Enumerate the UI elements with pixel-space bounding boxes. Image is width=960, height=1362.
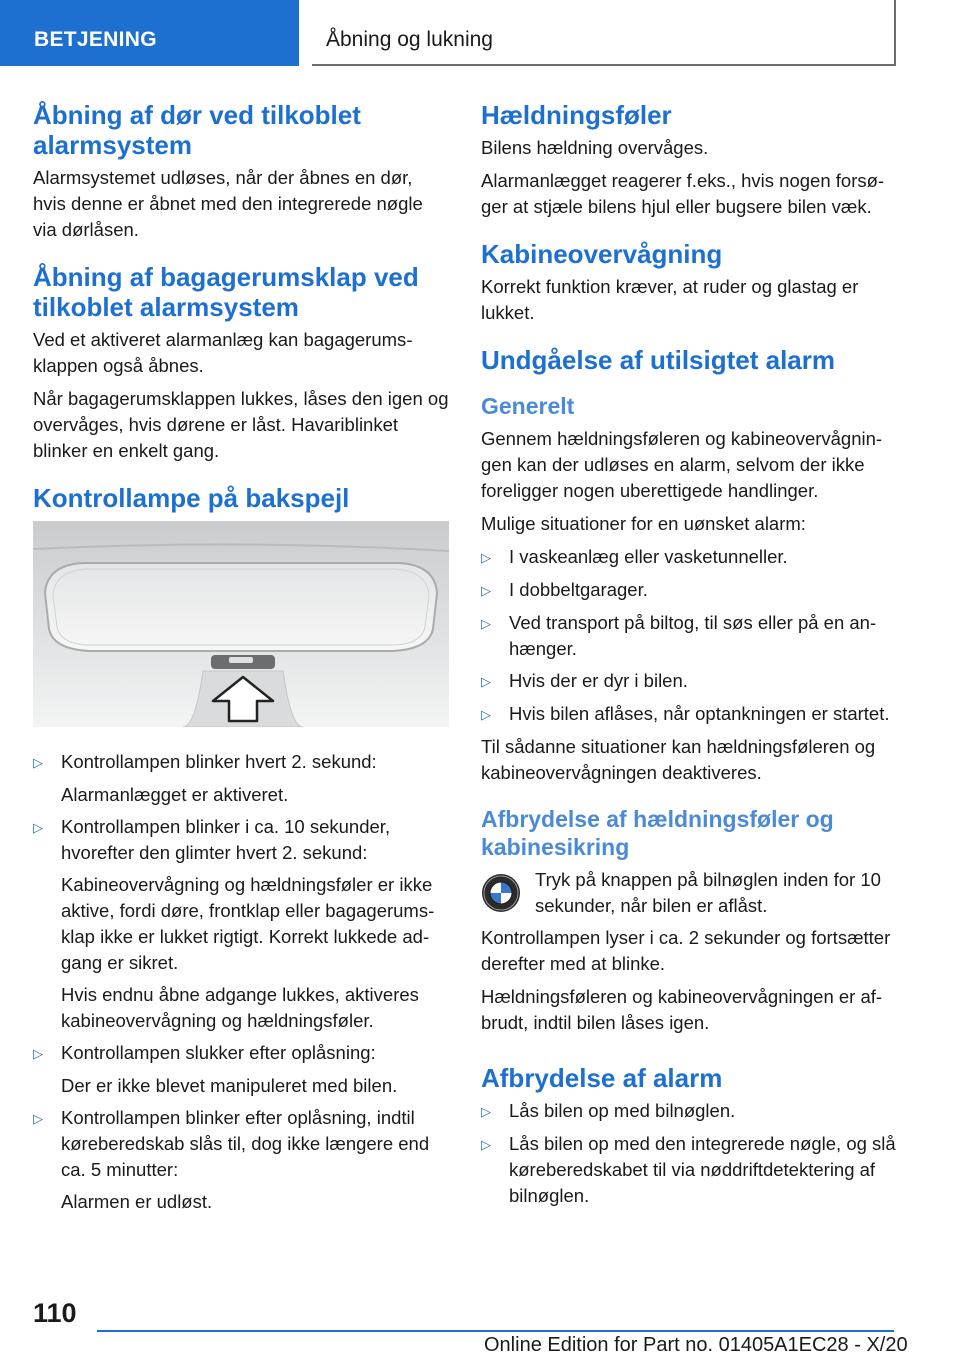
heading-tilt-sensor: Hældningsføler <box>481 100 672 130</box>
paragraph: Hældningsføleren og kabineovervågningen er afbrudt, indtil bilen låses igen. <box>481 986 883 1033</box>
section-tab: BETJENING <box>0 0 299 66</box>
triangle-bullet-icon: ▷ <box>481 1137 491 1152</box>
paragraph: Gennem hældningsføleren og kabineovervågningen kan der udløses en alarm, selvom der ikke foreligger nogen uberettigede handlinger. <box>481 428 883 501</box>
list-item: ▷ Lås bilen op med den integrerede nøgle, og slå køreberedskabet til via nøddriftdetektering af bilnøglen. <box>481 1131 899 1209</box>
paragraph: Korrekt funktion kræver, at ruder og glastag er lukket. <box>481 276 859 323</box>
subheading-general: Generelt <box>481 393 575 419</box>
list-item: ▷ I dobbeltgarager. <box>481 577 899 604</box>
triangle-bullet-icon: ▷ <box>33 1046 43 1061</box>
subheading-disable-sensors: Afbrydelse af hældningsføler og kabinesikring <box>481 806 834 860</box>
paragraph: Bilens hældning overvåges. <box>481 137 709 158</box>
list-item: ▷ Kontrollampen slukker efter oplåsning: <box>33 1040 449 1067</box>
rearview-mirror-image <box>33 521 449 727</box>
list-item-detail: Der er ikke blevet manipuleret med bilen. <box>61 1075 398 1096</box>
list-item: ▷ Lås bilen op med bilnøglen. <box>481 1098 899 1125</box>
triangle-bullet-icon: ▷ <box>481 616 491 631</box>
list-item-detail: Kabineovervågning og hældningsføler er ikke aktive, fordi døre, frontklap eller bagagerumsklap ikke er lukket rigtigt. Korrekt lukkede adgang er sikret. <box>61 874 435 973</box>
triangle-bullet-icon: ▷ <box>33 1111 43 1126</box>
list-item: ▷ Kontrollampen blinker i ca. 10 sekunder, hvorefter den glimter hvert 2. sekund: <box>33 814 449 866</box>
list-item: ▷ Kontrollampen blinker hvert 2. sekund: <box>33 749 449 776</box>
paragraph: Alarmsystemet udløses, når der åbnes en dør, hvis denne er åbnet med den integrerede nøgle via dørlåsen. <box>33 167 423 240</box>
triangle-bullet-icon: ▷ <box>481 674 491 689</box>
list-item-detail: Alarmen er udløst. <box>61 1191 213 1212</box>
paragraph: Alarmanlægget reagerer f.eks., hvis nogen forsøger at stjæle bilens hjul eller bugsere bilen væk. <box>481 170 885 217</box>
paragraph: Kontrollampen lyser i ca. 2 sekunder og fortsætter derefter med at blinke. <box>481 927 891 974</box>
page-number: 110 <box>33 1298 77 1328</box>
list-item: ▷ Ved transport på biltog, til søs eller på en anhænger. <box>481 610 899 662</box>
key-instruction: Tryk på knappen på bilnøglen inden for 10 sekunder, når bilen er aflåst. <box>481 867 899 919</box>
heading-door-alarm: Åbning af dør ved tilkoblet alarmsystem <box>33 100 361 160</box>
bmw-key-icon <box>481 867 535 919</box>
list-item: ▷ Kontrollampen blinker efter oplåsning, indtil køreberedskab slås til, dog ikke længere end ca. 5 minutter: <box>33 1105 449 1183</box>
list-item: ▷ I vaskeanlæg eller vasketunneller. <box>481 544 899 571</box>
paragraph: Mulige situationer for en uønsket alarm: <box>481 513 806 534</box>
list-item-detail: Alarmanlægget er aktiveret. <box>61 784 289 805</box>
triangle-bullet-icon: ▷ <box>33 755 43 770</box>
paragraph: Når bagagerumsklappen lukkes, låses den igen og overvåges, hvis dørene er låst. Havariblinket blinker en enkelt gang. <box>33 388 449 461</box>
list-item: ▷ Hvis der er dyr i bilen. <box>481 668 899 695</box>
left-column <box>33 100 449 1221</box>
heading-trunk-alarm: Åbning af bagagerumsklap ved tilkoblet alarmsystem <box>33 262 419 322</box>
triangle-bullet-icon: ▷ <box>481 707 491 722</box>
triangle-bullet-icon: ▷ <box>33 820 43 835</box>
list-item-detail: Hvis endnu åbne adgange lukkes, aktiveres kabineovervågning og hældningsføler. <box>61 984 419 1031</box>
triangle-bullet-icon: ▷ <box>481 1104 491 1119</box>
heading-avoid-false-alarm: Undgåelse af utilsigtet alarm <box>481 345 835 375</box>
footer-edition: Online Edition for Part no. 01405A1EC28 - X/20 <box>484 1334 908 1356</box>
right-column <box>481 100 899 1215</box>
paragraph: Ved et aktiveret alarmanlæg kan bagagerumsklappen også åbnes. <box>33 329 413 376</box>
list-item: ▷ Hvis bilen aflåses, når optankningen er startet. <box>481 701 899 728</box>
chapter-title: Åbning og lukning <box>312 0 896 66</box>
triangle-bullet-icon: ▷ <box>481 550 491 565</box>
heading-cabin-monitoring: Kabineovervågning <box>481 239 723 269</box>
footer-divider <box>97 1330 894 1332</box>
heading-stop-alarm: Afbrydelse af alarm <box>481 1063 723 1093</box>
heading-mirror-lamp: Kontrollampe på bakspejl <box>33 483 350 513</box>
paragraph: Til sådanne situationer kan hældningsføleren og kabineovervågningen deaktiveres. <box>481 736 876 783</box>
triangle-bullet-icon: ▷ <box>481 583 491 598</box>
